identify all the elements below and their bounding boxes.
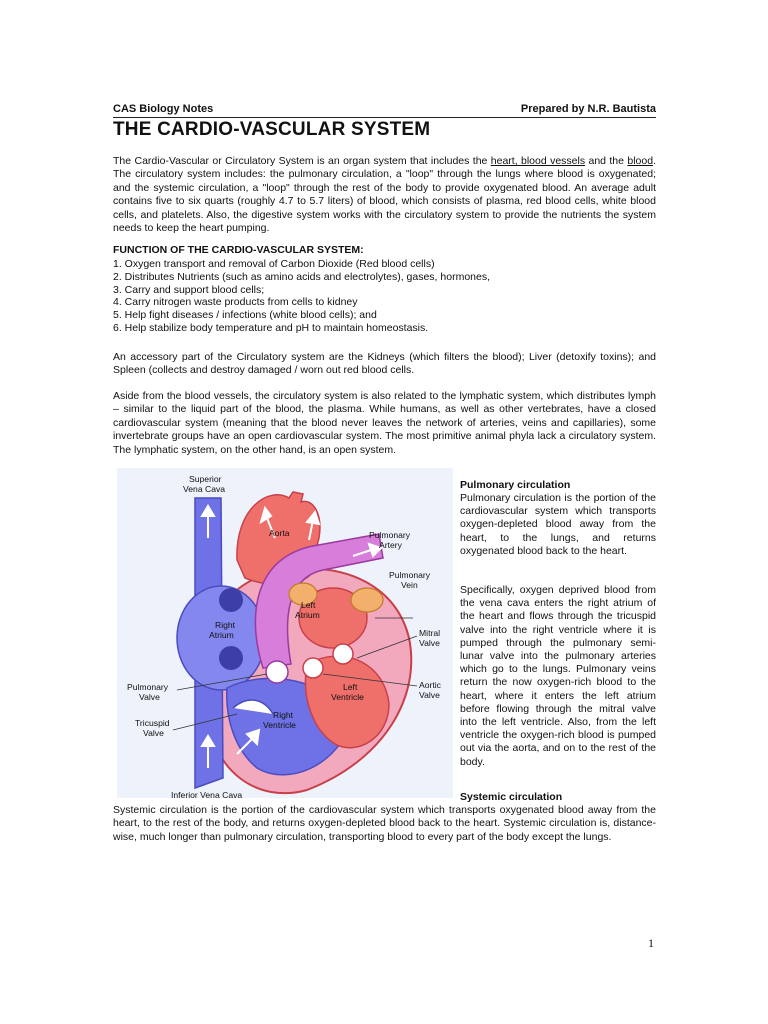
- label-pv-1: Pulmonary: [389, 570, 431, 580]
- list-item: 6. Help stabilize body temperature and pH to maintain homeostasis.: [113, 321, 429, 334]
- page-header: [113, 103, 656, 115]
- label-aorta: Aorta: [269, 528, 290, 538]
- list-item: 4. Carry nitrogen waste products from cells to kidney: [113, 296, 358, 309]
- label-la-1: Left: [301, 600, 316, 610]
- label-pv-2: Vein: [401, 580, 418, 590]
- link-blood[interactable]: blood: [627, 155, 654, 167]
- label-lv-2: Ventricle: [331, 692, 364, 702]
- mitral-valve-shape: [333, 644, 353, 664]
- functions-list: [113, 258, 656, 335]
- aortic-valve-shape: [303, 658, 323, 678]
- heart-diagram-svg: [117, 468, 453, 798]
- label-tv-2: Valve: [143, 728, 164, 738]
- lymphatic-paragraph: Aside from the blood vessels, the circulatory system is also related to the lymphatic system, which distributes lymph – similar to the liquid part of the blood, the plasma. While humans, as well as other vertebrates, have a closed cardiovascular system (meaning that the blood never leaves the network of arteries, veins and capillaries), some invertebrate groups have an open cardiovascular system. The most primitive animal phyla lack a circulatory system. The lymphatic system, on the other hand, is an open system.: [113, 390, 656, 456]
- label-lv-1: Left: [343, 682, 358, 692]
- label-ivc: Inferior Vena Cava: [171, 790, 243, 798]
- label-svc-2: Vena Cava: [183, 484, 226, 494]
- label-mv-2: Valve: [419, 638, 440, 648]
- label-pulv-1: Pulmonary: [127, 682, 169, 692]
- label-ra-1: Right: [215, 620, 236, 630]
- header-left: CAS Biology Notes: [113, 103, 214, 115]
- label-tv-1: Tricuspid: [135, 718, 170, 728]
- list-item: 3. Carry and support blood cells;: [113, 283, 265, 296]
- label-pa-1: Pulmonary: [369, 530, 411, 540]
- label-la-2: Atrium: [295, 610, 320, 620]
- pulmonary-paragraph-1: Pulmonary circulation is the portion of the cardiovascular system which transports oxygen-depleted blood away from the heart, to the lungs, and returns oxygenated blood back to the heart.: [460, 492, 656, 557]
- header-right: Prepared by N.R. Bautista: [520, 103, 656, 115]
- systemic-paragraph: Systemic circulation is the portion of the cardiovascular system which transports oxygenated blood away from the heart, to the rest of the body, and returns oxygen-depleted blood back to the heart. Systemic circulation is, distance-wise, much longer than pulmonary circulation, transporting blood to every part of the body except the lungs.: [113, 804, 656, 843]
- label-rv-2: Ventricle: [263, 720, 296, 730]
- functions-heading: FUNCTION OF THE CARDIO-VASCULAR SYSTEM:: [113, 244, 364, 256]
- ivc-opening: [219, 646, 243, 670]
- list-item: 5. Help fight diseases / infections (white blood cells); and: [113, 309, 377, 322]
- label-mv-1: Mitral: [419, 628, 441, 638]
- link-heart-blood-vessels[interactable]: heart, blood vessels: [490, 155, 586, 167]
- label-av-1: Aortic: [419, 680, 441, 690]
- label-ra-2: Atrium: [209, 630, 234, 640]
- accessory-paragraph: An accessory part of the Circulatory system are the Kidneys (which filters the blood); Liver (detoxify toxins); and Spleen (collects and destroy damaged / worn out red blood cells.: [113, 351, 656, 377]
- svc-opening: [219, 588, 243, 612]
- pulmonary-heading: Pulmonary circulation: [460, 479, 571, 491]
- pulmonary-vein: [351, 588, 383, 612]
- label-rv-1: Right: [273, 710, 294, 720]
- label-pulv-2: Valve: [139, 692, 160, 702]
- list-item: 1. Oxygen transport and removal of Carbon Dioxide (Red blood cells): [113, 258, 435, 270]
- page-title: THE CARDIO-VASCULAR SYSTEM: [113, 119, 431, 140]
- systemic-heading: Systemic circulation: [460, 791, 563, 803]
- page-number: 1: [648, 936, 654, 950]
- label-pa-2: Artery: [379, 540, 402, 550]
- list-item: 2. Distributes Nutrients (such as amino acids and electrolytes), gases, hormones,: [113, 270, 491, 283]
- pulmonary-paragraph-2: Specifically, oxygen deprived blood from the vena cava enters the right atrium of the heart and flows through the tricuspid valve into the right ventricle where it is pumped through the pulmonary semi-lunar valve into the pulmonary arteries which go to the lungs. Pulmonary veins return the now oxygen-rich blood to the heart, where it enters the left atrium before flowing through the mitral valve into the left ventricle. Also, from the left ventricle the oxygen-rich blood is pumped out via the aorta, and on to the rest of the body.: [460, 584, 656, 768]
- intro-paragraph: The Cardio-Vascular or Circulatory System is an organ system that includes the heart, blood vessels and the blood. The circulatory system includes: the pulmonary circulation, a "loop" through the lungs where blood is oxygenated; and the systemic circulation, a "loop" through the rest of the body to provide oxygenated blood. An average adult contains five to six quarts (roughly 4.7 to 5.7 liters) of blood, which consists of plasma, red blood cells, white blood cells, and platelets. Also, the digestive system works with the circulatory system to provide the nutrients the system needs to keep the heart pumping.: [113, 155, 656, 235]
- label-svc-1: Superior: [189, 474, 222, 484]
- heart-diagram: [117, 468, 453, 798]
- label-av-2: Valve: [419, 690, 440, 700]
- header-rule: [113, 117, 656, 118]
- pulmonary-valve-shape: [266, 661, 288, 683]
